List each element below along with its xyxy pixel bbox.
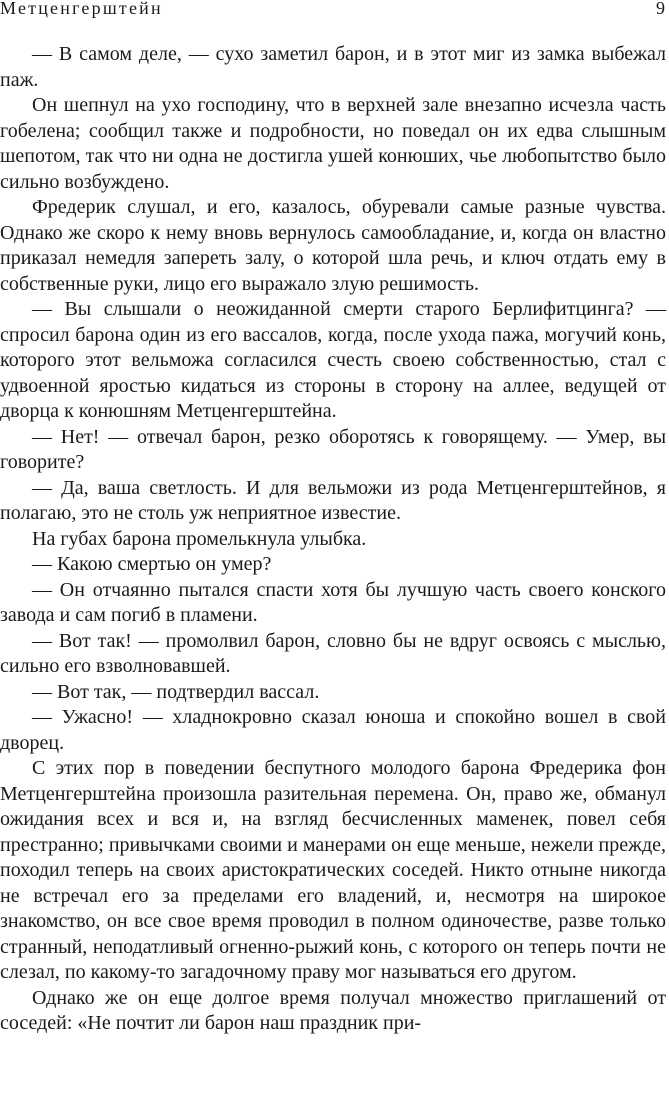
paragraph-4: — Вы слышали о неожиданной смерти старого Берлифитцинга? — спросил барона один из его вассалов, когда, после ухода пажа, могучий конь, которого этот вельможа согласился счесть своею собственностью, стал с удвоенной яростью кидаться из стороны в сторону на аллее, ведущей от дворца к конюшням Метценгерштейна. [0, 298, 666, 422]
paragraph-14: Однако же он еще долгое время получал множество приглашений от соседей: «Не почтит ли барон наш праздник при- [0, 986, 666, 1034]
paragraph-5: — Нет! — отвечал барон, резко оборотясь к говорящему. — Умер, вы говорите? [0, 425, 666, 473]
paragraph-6: — Да, ваша светлость. И для вельможи из рода Метценгерштейнов, я полагаю, это не столь уж неприятное известие. [0, 476, 666, 524]
paragraph-12: — Ужасно! — хладнокровно сказал юноша и спокойно вошел в свой дворец. [0, 706, 666, 754]
paragraph-2: Он шепнул на ухо господину, что в верхней зале внезапно исчезла часть гобелена; сообщил также и подробности, но поведал он их едва слышным шепотом, так что ни одна не достигла ушей конюших, чье любопытство было сильно возбуждено. [0, 94, 666, 193]
paragraph-8: — Какою смертью он умер? [32, 553, 272, 575]
paragraph-10: — Вот так! — промолвил барон, словно бы не вдруг освоясь с мыслью, сильно его взволновавшей. [0, 629, 666, 677]
paragraph-13: С этих пор в поведении беспутного молодого барона Фредерика фон Метценгерштейна произошла разительная перемена. Он, право же, обманул ожидания всех и вся и, на взгляд бесчисленных маменек, повел себя престранно; привычками своими и манерами он еще меньше, нежели прежде, походил теперь на своих аристократических соседей. Никто отныне никогда не встречал его за пределами его владений, и, несмотря на широкое знакомство, он все свое время проводил в полном одиночестве, разве только странный, неподатливый огненно-рыжий конь, с которого он теперь почти не слезал, по какому-то загадочному праву мог называться его другом. [0, 757, 666, 983]
running-header [0, 0, 669, 26]
paragraph-7: На губах барона промелькнула улыбка. [32, 527, 367, 550]
paragraph-3: Фредерик слушал, и его, казалось, обуревали самые разные чувства. Однако же скоро к нему вновь вернулось самообладание, и, когда он властно приказал немедля запереть залу, о которой шла речь, и ключ отдать ему в собственные руки, лицо его выражало злую решимость. [0, 196, 666, 295]
page-number: 9 [656, 0, 665, 18]
running-title: Метценгерштейн [0, 0, 163, 18]
paragraph-11: — Вот так, — подтвердил вассал. [32, 680, 320, 703]
body-text [0, 42, 666, 1037]
paragraph-9: — Он отчаянно пытался спасти хотя бы лучшую часть своего конского завода и сам погиб в пламени. [0, 578, 666, 626]
paragraph-1: — В самом деле, — сухо заметил барон, и в этот миг из замка выбежал паж. [0, 43, 666, 91]
